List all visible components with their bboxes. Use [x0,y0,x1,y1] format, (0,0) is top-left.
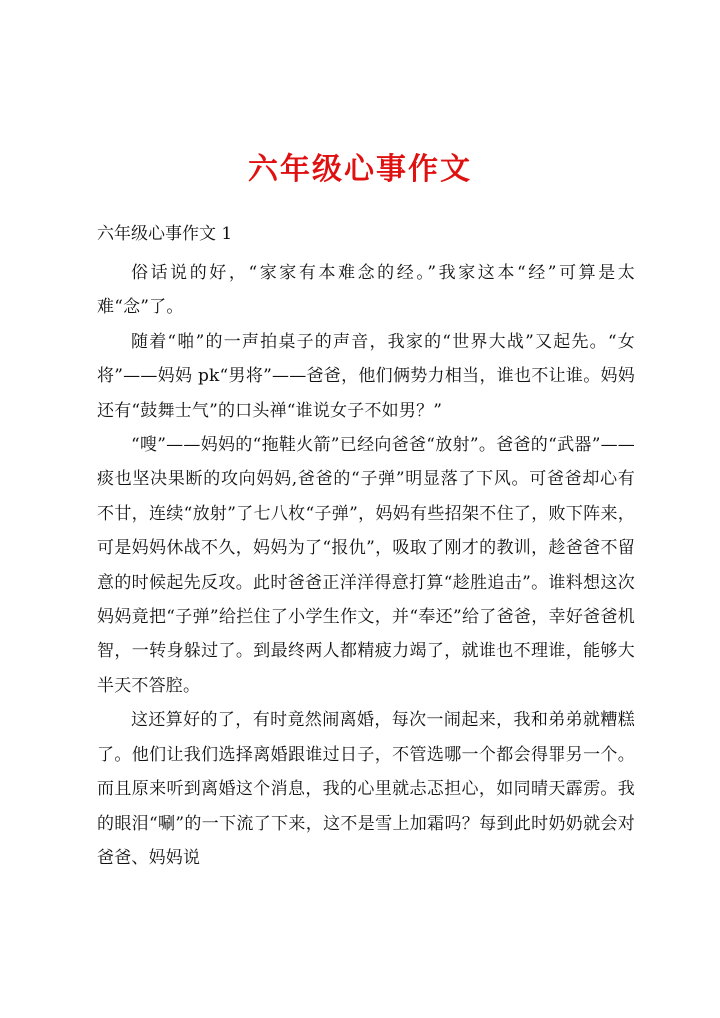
paragraph: 随着“啪”的一声拍桌子的声音，我家的“世界大战”又起先。“女将”——妈妈 pk“男将”——爸爸，他们俩势力相当，谁也不让谁。妈妈还有“鼓舞士气”的口头禅“谁说女子不如男？” [97,331,635,421]
paragraph: 这还算好的了，有时竟然闹离婚，每次一闹起来，我和弟弟就糟糕了。他们让我们选择离婚跟谁过日子，不管选哪一个都会得罪另一个。而且原来听到离婚这个消息，我的心里就忐忑担心，如同晴天霹雳。我的眼泪“唰”的一下流了下来，这不是雪上加霜吗？每到此时奶奶就会对爸爸、妈妈说 [97,710,635,868]
essay-subtitle: 六年级心事作文 1 [97,224,233,244]
document-title: 六年级心事作文 [248,152,472,187]
essay-body [97,256,635,875]
paragraph: 俗话说的好，“家家有本难念的经。”我家这本“经”可算是太难“念”了。 [97,263,635,318]
paragraph: “嗖”——妈妈的“拖鞋火箭”已经向爸爸“放射”。爸爸的“武器”——痰也坚决果断的攻向妈妈,爸爸的“子弹”明显落了下风。可爸爸却心有不甘，连续“放射”了七八枚“子弹”，妈妈有些招架不住了，败下阵来，可是妈妈休战不久，妈妈为了“报仇”，吸取了刚才的教训，趁爸爸不留意的时候起先反攻。此时爸爸正洋洋得意打算“趁胜追击”。谁料想这次妈妈竟把“子弹”给拦住了小学生作文，并“奉还”给了爸爸，幸好爸爸机智，一转身躲过了。到最终两人都精疲力竭了，就谁也不理谁，能够大半天不答腔。 [97,435,635,696]
